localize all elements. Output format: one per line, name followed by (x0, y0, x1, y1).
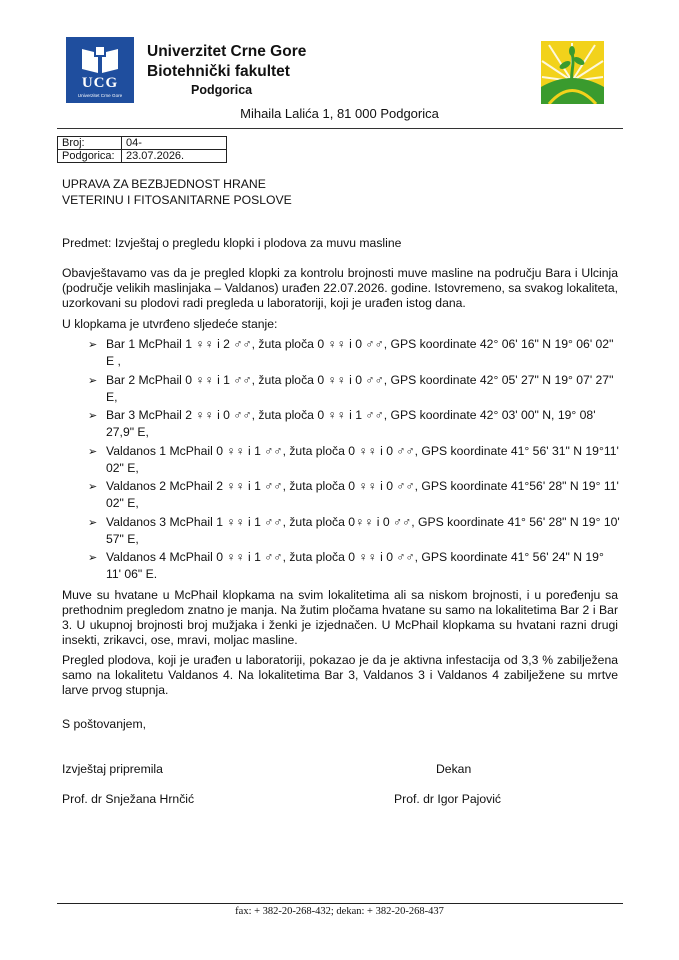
list-item: Valdanos 4 McPhail 0 ♀♀ i 1 ♂♂, žuta ploča 0 ♀♀ i 0 ♂♂, GPS koordinate 41° 56' 24" N 19° 11' 06" E. (106, 550, 604, 581)
ucg-logo (66, 37, 134, 103)
list-item: Bar 3 McPhail 2 ♀♀ i 0 ♂♂, žuta ploča 0 ♀♀ i 1 ♂♂, GPS koordinate 42° 03' 00" N, 19° 08' 27,9" E, (106, 408, 596, 439)
olive-sprout-icon (541, 41, 604, 104)
header-divider (57, 128, 623, 129)
faculty-name: Biotehnički fakultet (147, 63, 290, 80)
bullet-icon: ➢ (88, 481, 98, 493)
findings-paragraph: Muve su hvatane u McPhail klopkama na svim lokalitetima ali sa niskom brojnosti, i u poređenju sa prethodnim pregledom znatno je manja. Na žutim pločama hvatane su samo na lokalitetima Bar 2 i Bar 3. U ukupnoj brojnosti broj mužjaka i ženki je izjednačen. U McPhail klopkama su hvatani razni drugi insekti, zrikavci, ose, mravi, moljac masline. (62, 588, 618, 647)
bullet-icon: ➢ (88, 339, 98, 351)
logo-ucg-text: UCG (81, 75, 119, 91)
bullet-icon: ➢ (88, 517, 98, 529)
dean-label: Dekan (436, 762, 472, 776)
preparer-name: Prof. dr Snježana Hrnčić (62, 792, 195, 806)
closing-line: S poštovanjem, (62, 717, 147, 731)
intro-paragraph: Obavještavamo vas da je pregled klopki za kontrolu brojnosti muve masline na području Bara i Ulcinja (područje velikih maslinjaka – Valdanos) urađen 22.07.2026. godine. Istovremeno, sa svakog lokaliteta, uzorkovani su plodovi radi pregleda u laboratoriji, koji je urađen istog dana. (62, 266, 618, 310)
open-book-icon (80, 45, 120, 75)
list-intro: U klopkama je utvrđeno sljedeće stanje: (62, 317, 278, 331)
subject-line: Predmet: Izvještaj o pregledu klopki i plodova za muvu masline (62, 236, 402, 250)
university-name: Univerzitet Crne Gore (147, 43, 307, 60)
bullet-icon: ➢ (88, 375, 98, 387)
footer-divider (57, 903, 623, 904)
list-item: Bar 1 McPhail 1 ♀♀ i 2 ♂♂, žuta ploča 0 ♀♀ i 0 ♂♂, GPS koordinate 42° 06' 16" N 19° 06' 02" E , (106, 337, 614, 368)
footer-contact: fax: + 382-20-268-432; dekan: + 382-20-268-437 (235, 906, 444, 917)
fruit-inspection-paragraph: Pregled plodova, koji je urađen u laboratoriji, pokazao je da je aktivna infestacija od 3,3 % zabilježena samo na lokalitetu Valdanos 4. Na lokalitetima Bar 3, Valdanos 3 i Valdanos 4 zabilježene su mrtve larve prvog stupnja. (62, 653, 618, 697)
list-item: Valdanos 2 McPhail 2 ♀♀ i 1 ♂♂, žuta ploča 0 ♀♀ i 0 ♂♂, GPS koordinate 41°56' 28" N 19° 11' 02" E, (106, 479, 619, 510)
faculty-address: Mihaila Lalića 1, 81 000 Podgorica (240, 106, 439, 121)
bullet-icon: ➢ (88, 552, 98, 564)
list-item: Valdanos 3 McPhail 1 ♀♀ i 1 ♂♂, žuta ploča 0♀♀ i 0 ♂♂, GPS koordinate 41° 56' 28" N 19° 10' 57" E, (106, 515, 620, 546)
list-item: Bar 2 McPhail 0 ♀♀ i 1 ♂♂, žuta ploča 0 ♀♀ i 0 ♂♂, GPS koordinate 42° 05' 27" N 19° 07' 27" E, (106, 373, 614, 404)
broj-value: 04- (122, 137, 227, 150)
reference-table (57, 136, 227, 163)
logo-ucg-subtext: Univerzitet Crne Gore (77, 93, 123, 98)
bullet-icon: ➢ (88, 410, 98, 422)
date-value: 23.07.2026. (122, 150, 227, 163)
prepared-by-label: Izvještaj pripremila (62, 762, 163, 776)
recipient-line-1: UPRAVA ZA BEZBJEDNOST HRANE (62, 177, 266, 191)
dean-name: Prof. dr Igor Pajović (394, 792, 502, 806)
biotechnical-faculty-logo (541, 41, 604, 104)
list-item: Valdanos 1 McPhail 0 ♀♀ i 1 ♂♂, žuta ploča 0 ♀♀ i 0 ♂♂, GPS koordinate 41° 56' 31" N 19°11' 02" E, (106, 444, 619, 475)
recipient-line-2: VETERINU I FITOSANITARNE POSLOVE (62, 193, 292, 207)
place-label: Podgorica: (58, 150, 122, 163)
faculty-city: Podgorica (191, 83, 253, 97)
broj-label: Broj: (58, 137, 122, 150)
bullet-icon: ➢ (88, 446, 98, 458)
